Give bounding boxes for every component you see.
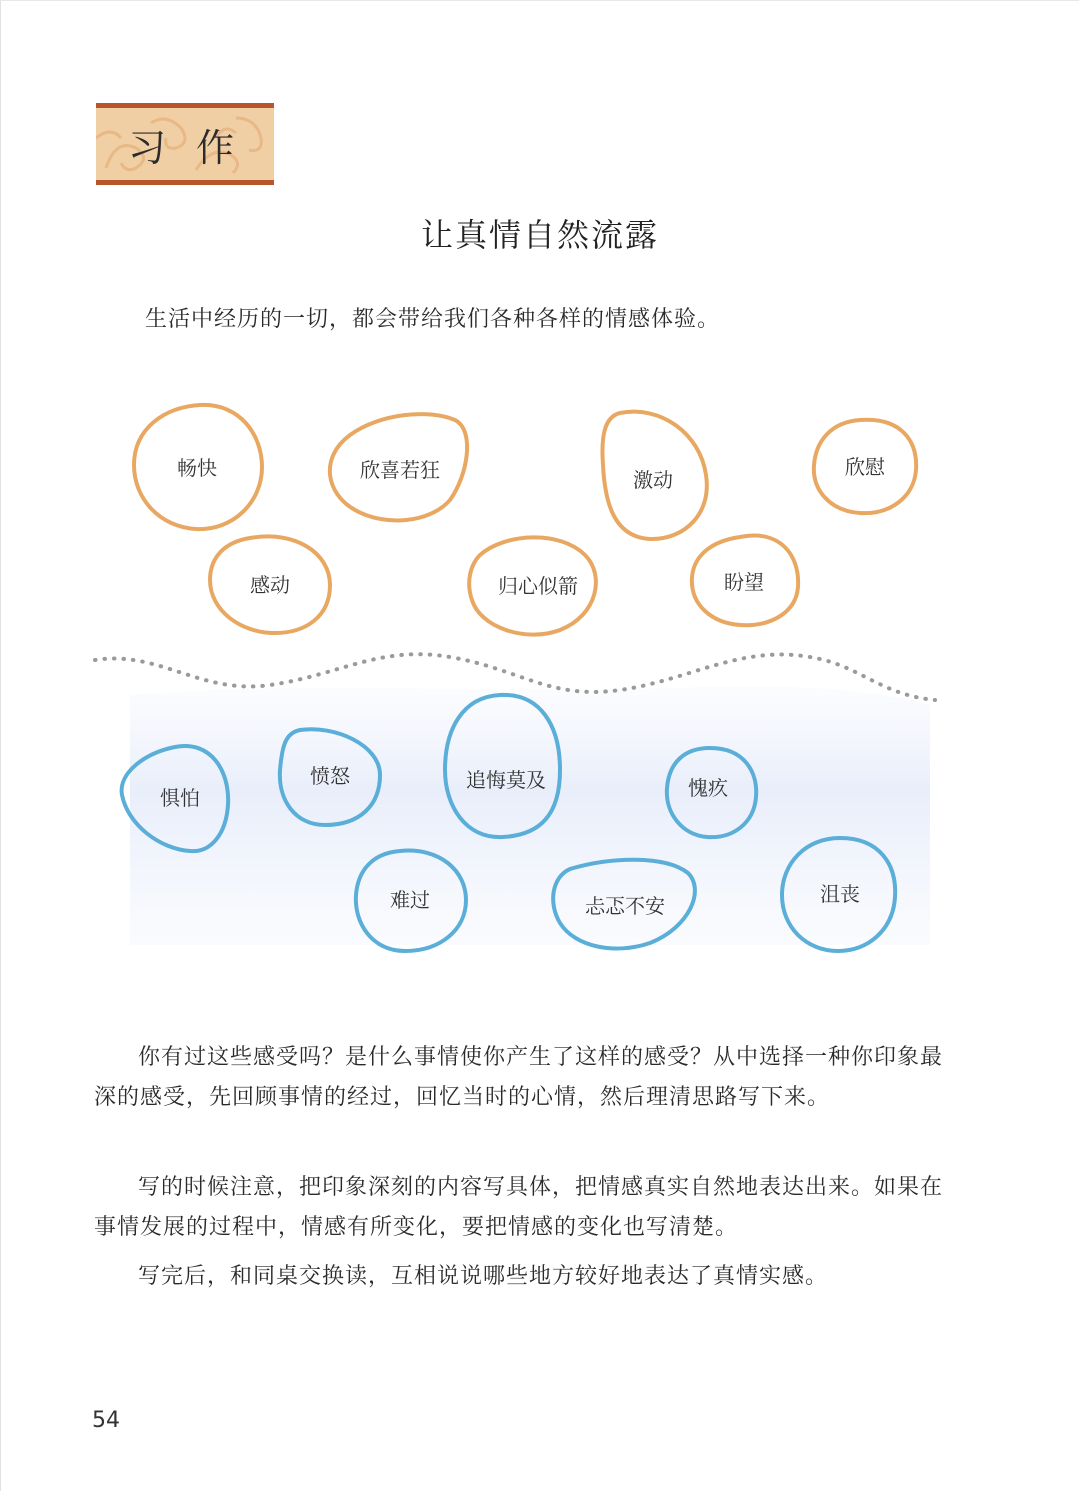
paragraph-3: 写完后，和同桌交换读，互相说说哪些地方较好地表达了真情实感。 — [138, 1264, 829, 1289]
emotion-label-zhuihuimoji: 追悔莫及 — [466, 768, 546, 792]
emotion-label-gandong: 感动 — [250, 573, 290, 597]
section-tag-text: 习作 — [127, 125, 264, 170]
emotion-label-fennu: 愤怒 — [310, 764, 350, 788]
emotion-label-xinwei: 欣慰 — [845, 455, 885, 479]
page-number: 54 — [92, 1408, 120, 1433]
emotion-label-tantebuan: 忐忑不安 — [585, 894, 665, 918]
emotion-label-panwang: 盼望 — [724, 570, 764, 594]
emotion-label-guixinsijian: 归心似箭 — [498, 574, 578, 598]
negative-wash-background — [130, 686, 930, 945]
emotion-label-jusang: 沮丧 — [820, 882, 860, 906]
emotion-label-changkuai: 畅快 — [177, 456, 217, 480]
emotion-diagram — [0, 395, 1080, 980]
emotion-label-kuijiu: 愧疚 — [688, 776, 728, 800]
paragraph-2: 写的时候注意，把印象深刻的内容写具体，把情感真实自然地表达出来。如果在事情发展的过程中，情感有所变化，要把情感的变化也写清楚。 — [94, 1175, 944, 1240]
paragraph-1: 你有过这些感受吗？是什么事情使你产生了这样的感受？从中选择一种你印象最深的感受，先回顾事情的经过，回忆当时的心情，然后理清思路写下来。 — [94, 1045, 944, 1110]
emotion-label-jidong: 激动 — [633, 468, 673, 492]
page-title: 让真情自然流露 — [420, 216, 659, 254]
intro-text: 生活中经历的一切，都会带给我们各种各样的情感体验。 — [145, 307, 721, 332]
emotion-label-jupa: 惧怕 — [160, 786, 200, 810]
section-tag — [96, 103, 274, 185]
emotion-label-xinxiruokuang: 欣喜若狂 — [360, 458, 440, 482]
emotion-label-nanguo: 难过 — [390, 888, 430, 912]
